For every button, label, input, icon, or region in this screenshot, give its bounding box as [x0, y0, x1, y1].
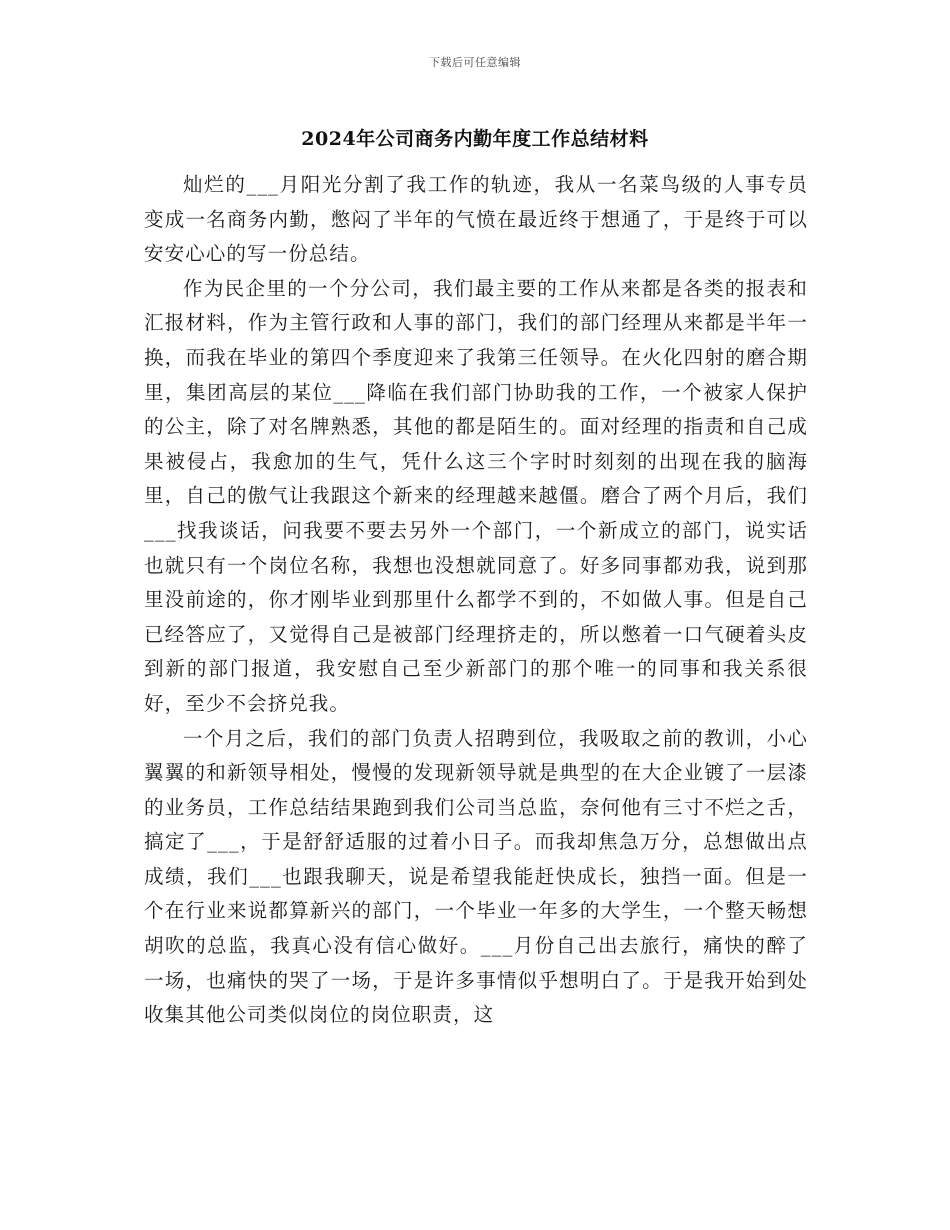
page-header-note: 下载后可任意编辑	[429, 56, 521, 69]
document-title: 2024年公司商务内勤年度工作总结材料	[301, 128, 649, 150]
paragraph: 灿烂的___月阳光分割了我工作的轨迹，我从一名菜鸟级的人事专员变成一名商务内勤，憋闷了半年的气愤在最近终于想通了，于是终于可以安安心心的写一份总结。	[144, 173, 808, 266]
document-body	[144, 168, 808, 1033]
paragraph: 作为民企里的一个分公司，我们最主要的工作从来都是各类的报表和汇报材料，作为主管行政和人事的部门，我们的部门经理从来都是半年一换，而我在毕业的第四个季度迎来了我第三任领导。在火化四射的磨合期里，集团高层的某位___降临在我们部门协助我的工作，一个被家人保护的公主，除了对名牌熟悉，其他的都是陌生的。面对经理的指责和自己成果被侵占，我愈加的生气，凭什么这三个字时时刻刻的出现在我的脑海里，自己的傲气让我跟这个新来的经理越来越僵。磨合了两个月后，我们___找我谈话，问我要不要去另外一个部门，一个新成立的部门，说实话也就只有一个岗位名称，我想也没想就同意了。好多同事都劝我，说到那里没前途的，你才刚毕业到那里什么都学不到的，不如做人事。但是自己已经答应了，又觉得自己是被部门经理挤走的，所以憋着一口气硬着头皮到新的部门报道，我安慰自己至少新部门的那个唯一的同事和我关系很好，至少不会挤兑我。	[144, 276, 808, 715]
paragraph: 一个月之后，我们的部门负责人招聘到位，我吸取之前的教训，小心翼翼的和新领导相处，慢慢的发现新领导就是典型的在大企业镀了一层漆的业务员，工作总结结果跑到我们公司当总监，奈何他有三寸不烂之舌，搞定了___，于是舒舒适服的过着小日子。而我却焦急万分，总想做出点成绩，我们___也跟我聊天，说是希望我能赶快成长，独挡一面。但是一个在行业来说都算新兴的部门，一个毕业一年多的大学生，一个整天畅想胡吹的总监，我真心没有信心做好。___月份自己出去旅行，痛快的醉了一场，也痛快的哭了一场，于是许多事情似乎想明白了。于是我开始到处收集其他公司类似岗位的岗位职责，这	[144, 726, 808, 1027]
